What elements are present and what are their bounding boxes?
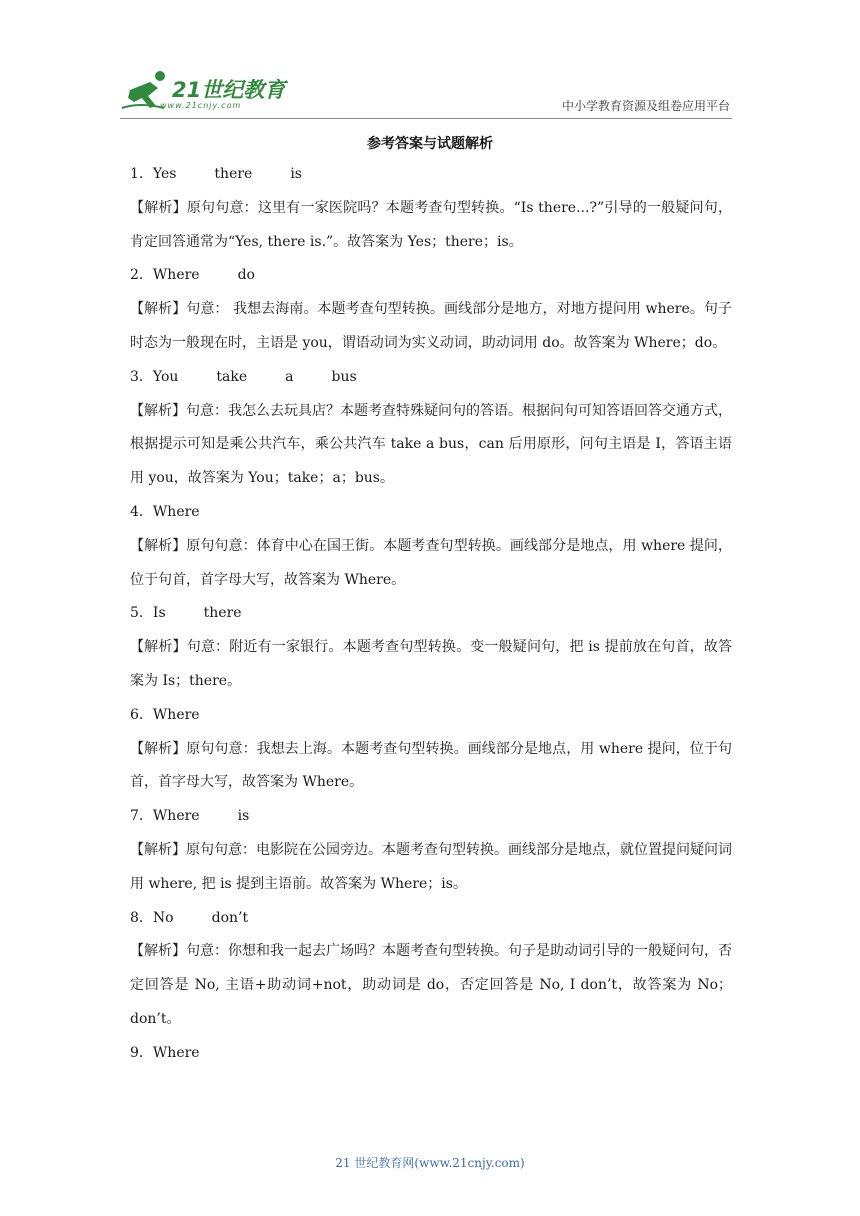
question-number: 9．	[130, 1044, 153, 1061]
answer-word: there	[214, 166, 253, 182]
page-footer: 21 世纪教育网(www.21cnjy.com)	[335, 1156, 525, 1170]
answer-word: Is	[152, 605, 166, 622]
explanation: 【解析】句意：我怎么去玩具店？本题考查特殊疑问句的答语。根据问句可知答语回答交通方式，根据提示可知是乘公共汽车，乘公共汽车 take a bus，can 后用原形，问句主语是 I，答语主语用 you，故答案为 You；take；a；bus。	[130, 402, 732, 487]
answer-word: Where	[152, 267, 200, 284]
question-number: 8．	[130, 909, 153, 926]
explanation: 【解析】句意：附近有一家银行。本题考查句型转换。变一般疑问句，把 is 提前放在句首，故答案为 Is；there。	[130, 639, 732, 689]
site-logo	[120, 68, 290, 114]
answer-list	[130, 158, 732, 1071]
answer-line	[130, 259, 732, 293]
answer-word: don’t	[211, 909, 249, 926]
logo-url: www.21cnjy.com	[160, 101, 242, 110]
answer-word: Yes	[152, 166, 177, 182]
answer-line	[130, 902, 732, 936]
header-divider	[120, 118, 732, 119]
explanation: 【解析】原句句意：体育中心在国王街。本题考查句型转换。画线部分是地点，用 where 提问，位于句首，首字母大写，故答案为 Where。	[130, 537, 732, 588]
answer-word: Where	[152, 808, 200, 825]
explanation: 【解析】句意：你想和我一起去广场吗？本题考查句型转换。句子是助动词引导的一般疑问句，否定回答是 No, 主语+助动词+not，助动词是 do，否定回答是 No, I don’t，故答案为 No；don’t。	[130, 943, 732, 1027]
question-number: 4．	[130, 503, 153, 520]
question-number: 2．	[130, 267, 153, 284]
question-number: 6．	[130, 706, 153, 723]
answer-line	[130, 361, 732, 395]
answer-word: is	[237, 808, 250, 825]
question-number: 1．	[130, 166, 153, 182]
answer-word: You	[152, 368, 179, 385]
answer-word: is	[290, 166, 302, 182]
answer-line	[130, 699, 732, 733]
page-title: 参考答案与试题解析	[367, 136, 493, 152]
answer-word: do	[237, 267, 255, 284]
explanation: 【解析】原句句意：电影院在公园旁边。本题考查句型转换。画线部分是地点，就位置提问疑问词用 where, 把 is 提到主语前。故答案为 Where；is。	[130, 841, 732, 892]
question-number: 5．	[130, 605, 153, 622]
answer-word: Where	[152, 706, 200, 723]
page-header	[0, 0, 860, 120]
answer-line	[130, 496, 732, 530]
answer-word: take	[216, 368, 248, 385]
answer-word: Where	[152, 1044, 200, 1061]
header-tagline: 中小学教育资源及组卷应用平台	[561, 99, 730, 113]
answer-line	[130, 597, 732, 631]
logo-text: 21世纪教育	[172, 78, 286, 102]
answer-word: No	[152, 909, 174, 926]
answer-line	[130, 1037, 732, 1071]
answer-line	[130, 800, 732, 834]
explanation: 【解析】句意： 我想去海南。本题考查句型转换。画线部分是地方，对地方提问用 where。句子时态为一般现在时，主语是 you，谓语动词为实义动词，助动词用 do。故答案为 Where；do。	[130, 301, 732, 351]
answer-word: bus	[331, 368, 357, 385]
question-number: 7．	[130, 808, 153, 825]
explanation: 【解析】原句句意：我想去上海。本题考查句型转换。画线部分是地点，用 where 提问，位于句首，首字母大写，故答案为 Where。	[130, 740, 732, 791]
answer-word: a	[285, 368, 294, 385]
question-number: 3．	[130, 368, 153, 385]
answer-word: Where	[152, 503, 200, 520]
answer-line	[130, 158, 732, 192]
explanation: 【解析】原句句意：这里有一家医院吗？本题考查句型转换。“Is there...?”引导的一般疑问句，肯定回答通常为“Yes, there is.”。故答案为 Yes；there；is。	[130, 199, 732, 250]
answer-word: there	[203, 605, 242, 622]
